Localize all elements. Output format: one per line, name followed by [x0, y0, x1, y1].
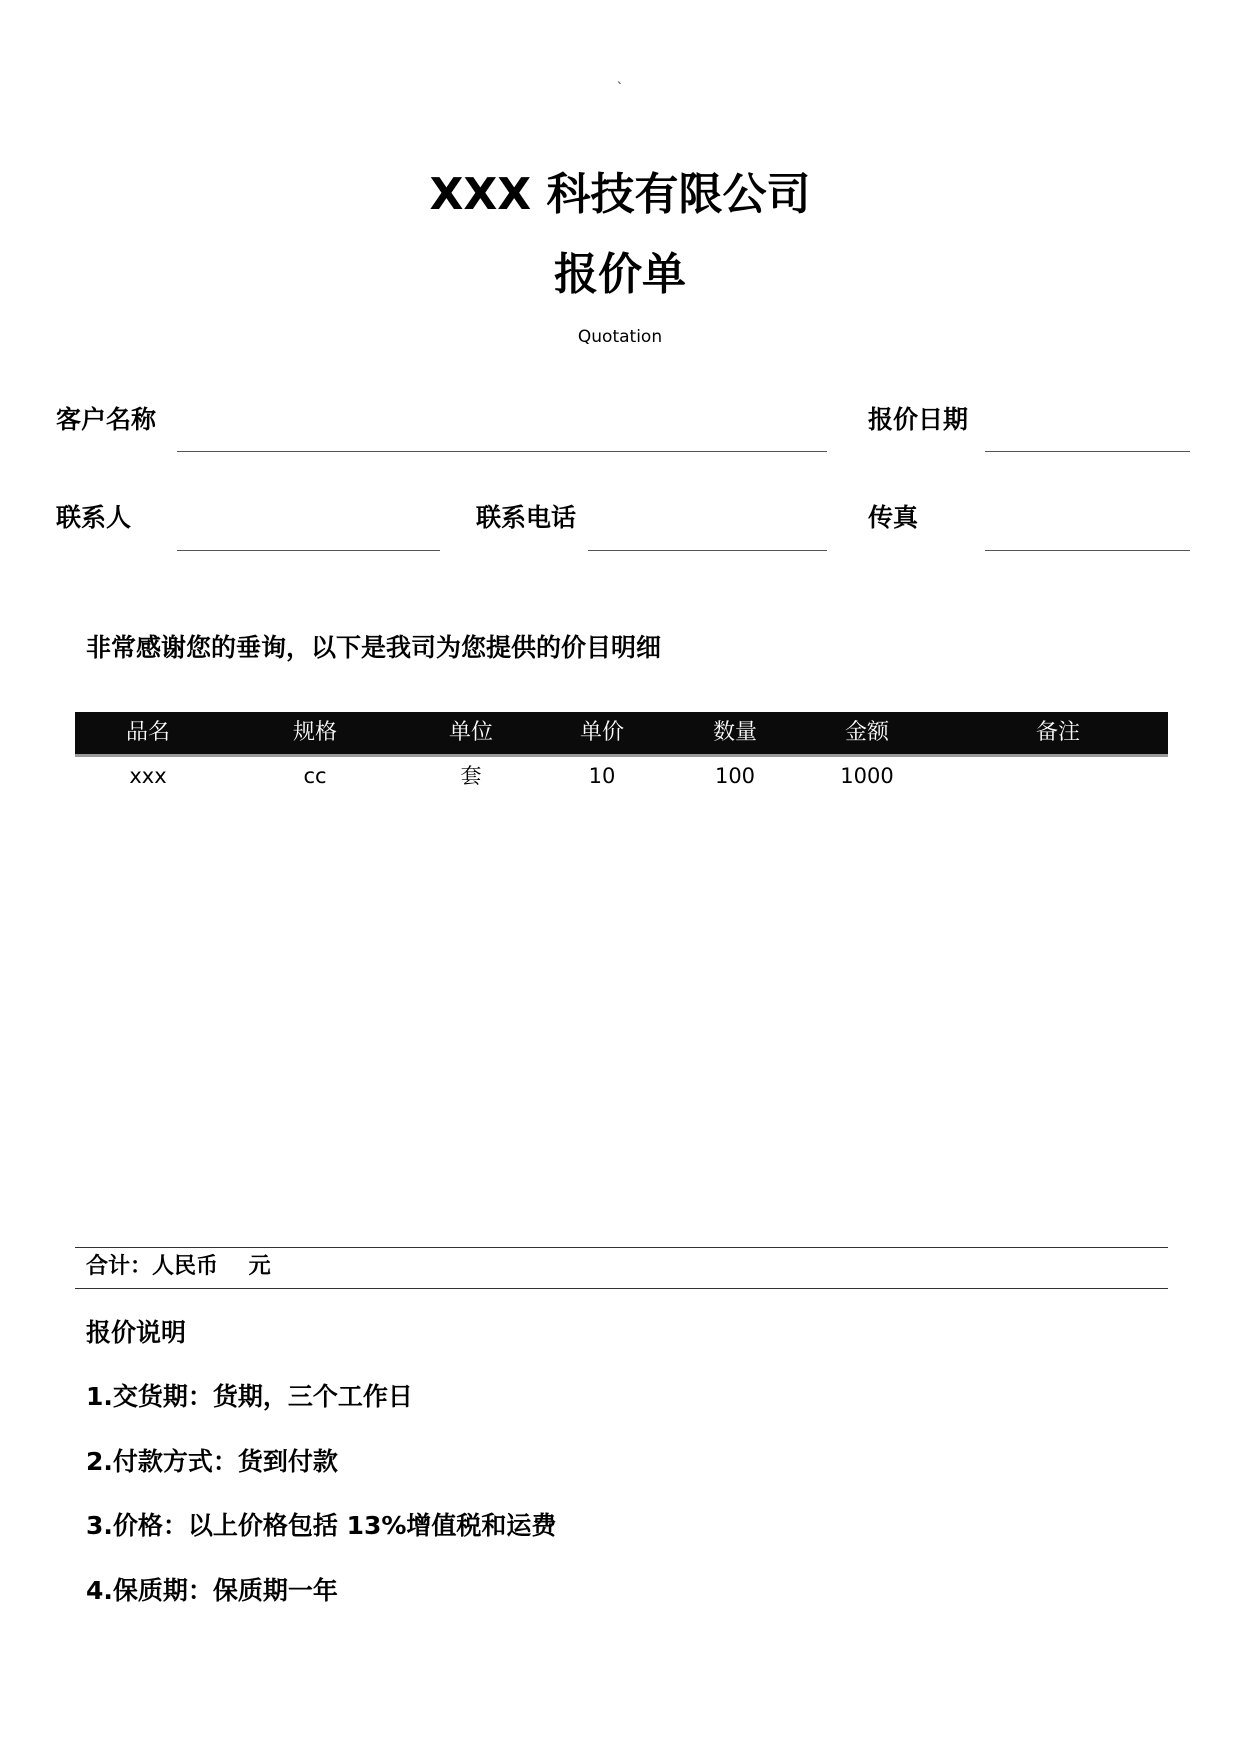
column-header-spec: 规格: [292, 720, 337, 745]
contact-label: 联系人: [56, 503, 132, 532]
quote-date-field[interactable]: [985, 437, 1190, 452]
cell-amount: 1000: [840, 764, 894, 788]
column-header-remarks: 备注: [1035, 720, 1080, 745]
intro-text: 非常感谢您的垂询，以下是我司为您提供的价目明细: [86, 633, 662, 662]
notes-title: 报价说明: [86, 1318, 187, 1347]
column-header-product: 品名: [125, 720, 170, 745]
cell-unit-price: 10: [588, 764, 616, 788]
column-header-unit: 单位: [448, 720, 493, 745]
customer-name-label: 客户名称: [56, 405, 157, 434]
total-bar: [75, 1247, 1168, 1289]
note-item-delivery: 1.交货期：货期，三个工作日: [86, 1382, 413, 1411]
cell-remarks: [993, 757, 1123, 795]
column-header-quantity: 数量: [712, 720, 757, 745]
note-item-payment: 2.付款方式：货到付款: [86, 1447, 338, 1476]
cell-product: xxx: [129, 764, 167, 788]
document-subtitle: Quotation: [577, 327, 663, 347]
contact-field[interactable]: [177, 536, 440, 551]
cell-unit: 套: [460, 764, 482, 788]
note-item-warranty: 4.保质期：保质期一年: [86, 1576, 338, 1605]
customer-name-field[interactable]: [177, 437, 827, 452]
document-title: 报价单: [554, 249, 686, 300]
column-header-amount: 金额: [844, 720, 889, 745]
cell-spec: cc: [303, 764, 327, 788]
total-amount-text: 合计：人民币 元: [86, 1254, 271, 1279]
top-mark: `: [616, 81, 624, 97]
fax-label: 传真: [868, 503, 919, 532]
column-header-unit-price: 单价: [579, 720, 624, 745]
phone-field[interactable]: [588, 536, 827, 551]
table-row: [75, 757, 1168, 795]
cell-quantity: 100: [714, 764, 756, 788]
table-header: [75, 712, 1168, 757]
fax-field[interactable]: [985, 536, 1190, 551]
phone-label: 联系电话: [476, 503, 577, 532]
company-name: XXX 科技有限公司: [429, 169, 811, 220]
quote-date-label: 报价日期: [868, 405, 969, 434]
note-item-price: 3.价格：以上价格包括 13%增值税和运费: [86, 1511, 557, 1540]
